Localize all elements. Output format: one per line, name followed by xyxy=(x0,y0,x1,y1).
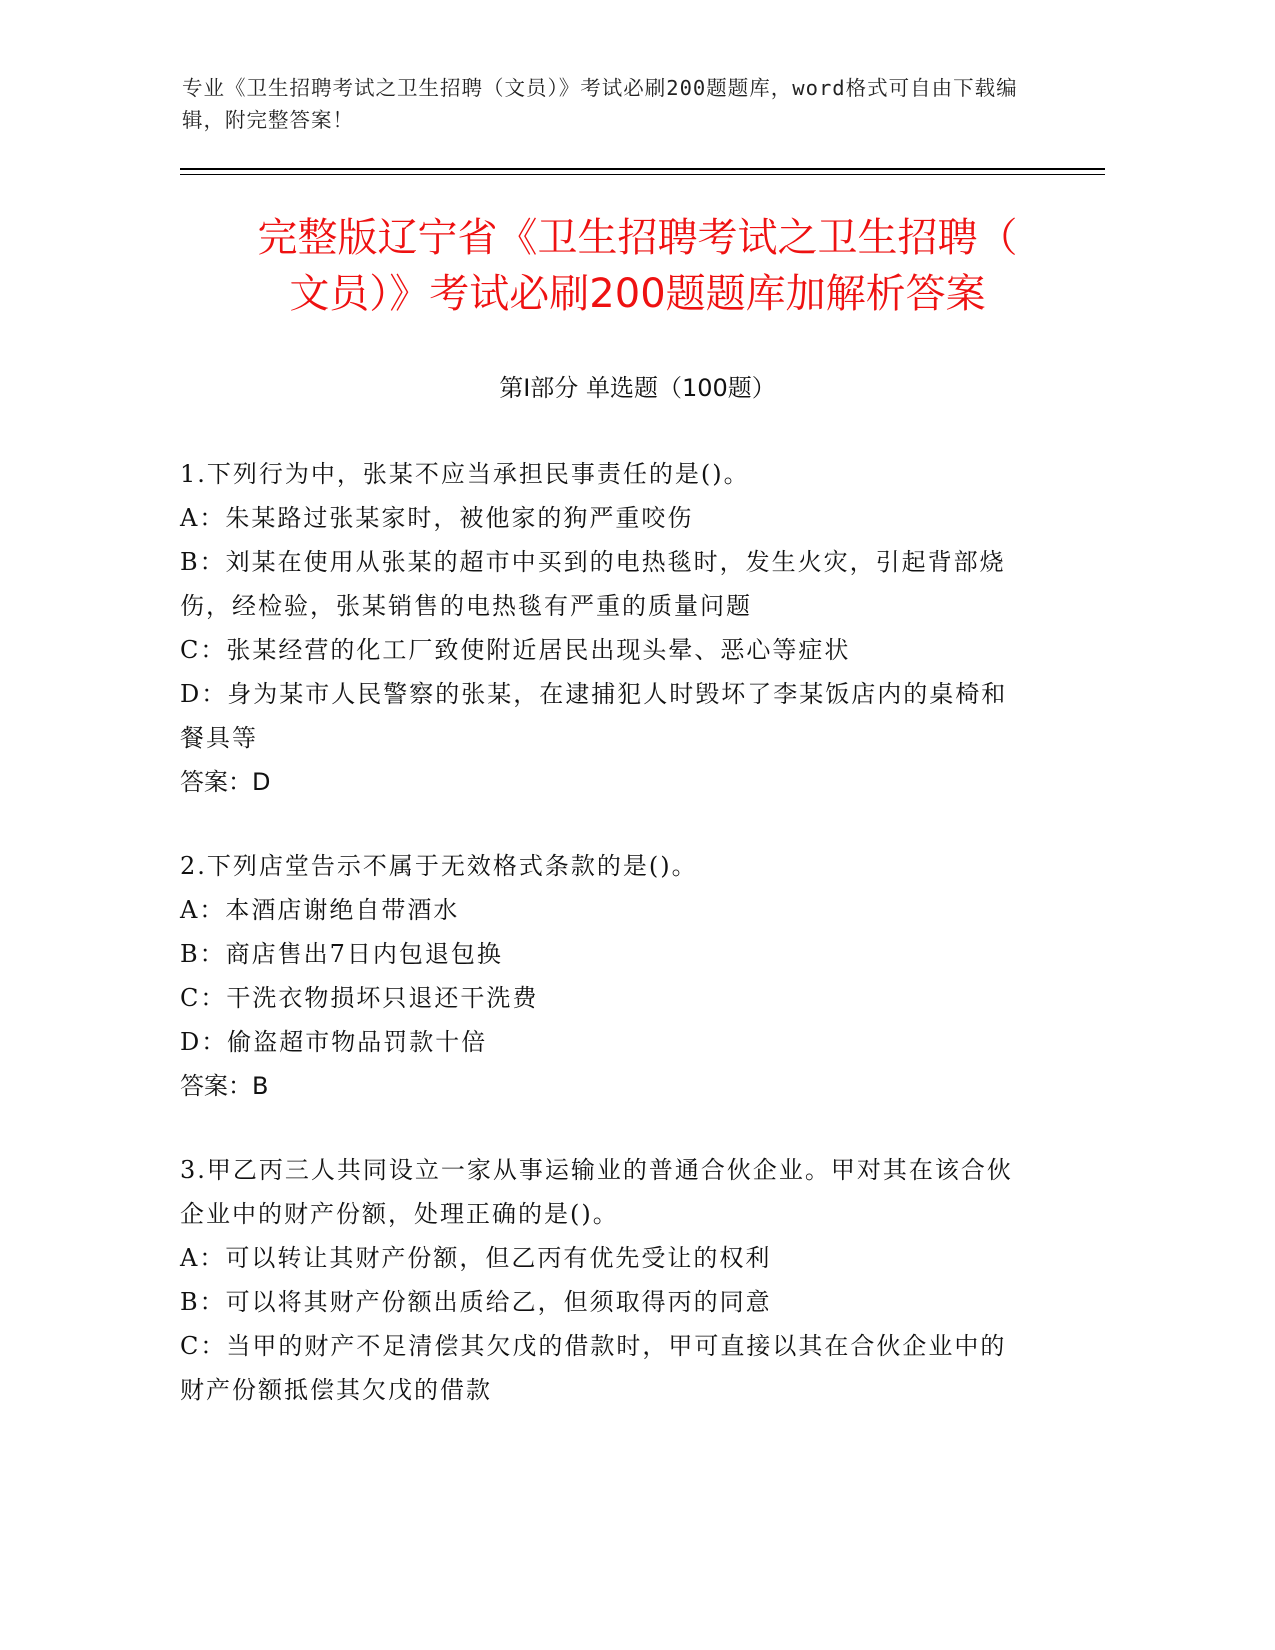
option-b: B：可以将其财产份额出质给乙，但须取得丙的同意 xyxy=(180,1288,772,1316)
question-stem: 1.下列行为中，张某不应当承担民事责任的是()。 xyxy=(180,460,750,488)
document-title xyxy=(150,210,1125,322)
question-stem: 3.甲乙丙三人共同设立一家从事运输业的普通合伙企业。甲对其在该合伙企业中的财产份额，处理正确的是()。 xyxy=(180,1156,1013,1228)
option-c: C：张某经营的化工厂致使附近居民出现头晕、恶心等症状 xyxy=(180,636,851,664)
answer-label: 答案：D xyxy=(180,768,271,796)
option-c: C：当甲的财产不足清偿其欠戊的借款时，甲可直接以其在合伙企业中的财产份额抵偿其欠戊的借款 xyxy=(180,1332,1007,1404)
option-c: C：干洗衣物损坏只退还干洗费 xyxy=(180,984,539,1012)
header-note: 专业《卫生招聘考试之卫生招聘（文员）》考试必刷200题题库，word格式可自由下载编辑，附完整答案！ xyxy=(182,76,1018,132)
option-d: D：偷盗超市物品罚款十倍 xyxy=(180,1028,488,1056)
question-list xyxy=(180,452,1030,1452)
option-a: A：朱某路过张某家时，被他家的狗严重咬伤 xyxy=(180,504,694,532)
header-divider-thick xyxy=(180,168,1105,170)
section-title: 第Ⅰ部分 单选题（100题） xyxy=(499,374,776,402)
question-stem: 2.下列店堂告示不属于无效格式条款的是()。 xyxy=(180,852,698,880)
option-a: A：本酒店谢绝自带酒水 xyxy=(180,896,460,924)
document-title-line-2: 文员）》考试必刷200题题库加解析答案 xyxy=(289,271,986,317)
option-b: B：商店售出7日内包退包换 xyxy=(180,940,503,968)
document-title-line-1: 完整版辽宁省《卫生招聘考试之卫生招聘（ xyxy=(257,215,1018,261)
option-a: A：可以转让其财产份额，但乙丙有优先受让的权利 xyxy=(180,1244,772,1272)
question-3 xyxy=(180,1148,1030,1412)
option-d: D：身为某市人民警察的张某，在逮捕犯人时毁坏了李某饭店内的桌椅和餐具等 xyxy=(180,680,1008,752)
header-divider-thin xyxy=(180,174,1105,175)
option-b: B：刘某在使用从张某的超市中买到的电热毯时，发生火灾，引起背部烧伤，经检验，张某销售的电热毯有严重的质量问题 xyxy=(180,548,1006,620)
question-2 xyxy=(180,844,1030,1108)
question-1 xyxy=(180,452,1030,804)
answer-label: 答案：B xyxy=(180,1072,269,1100)
